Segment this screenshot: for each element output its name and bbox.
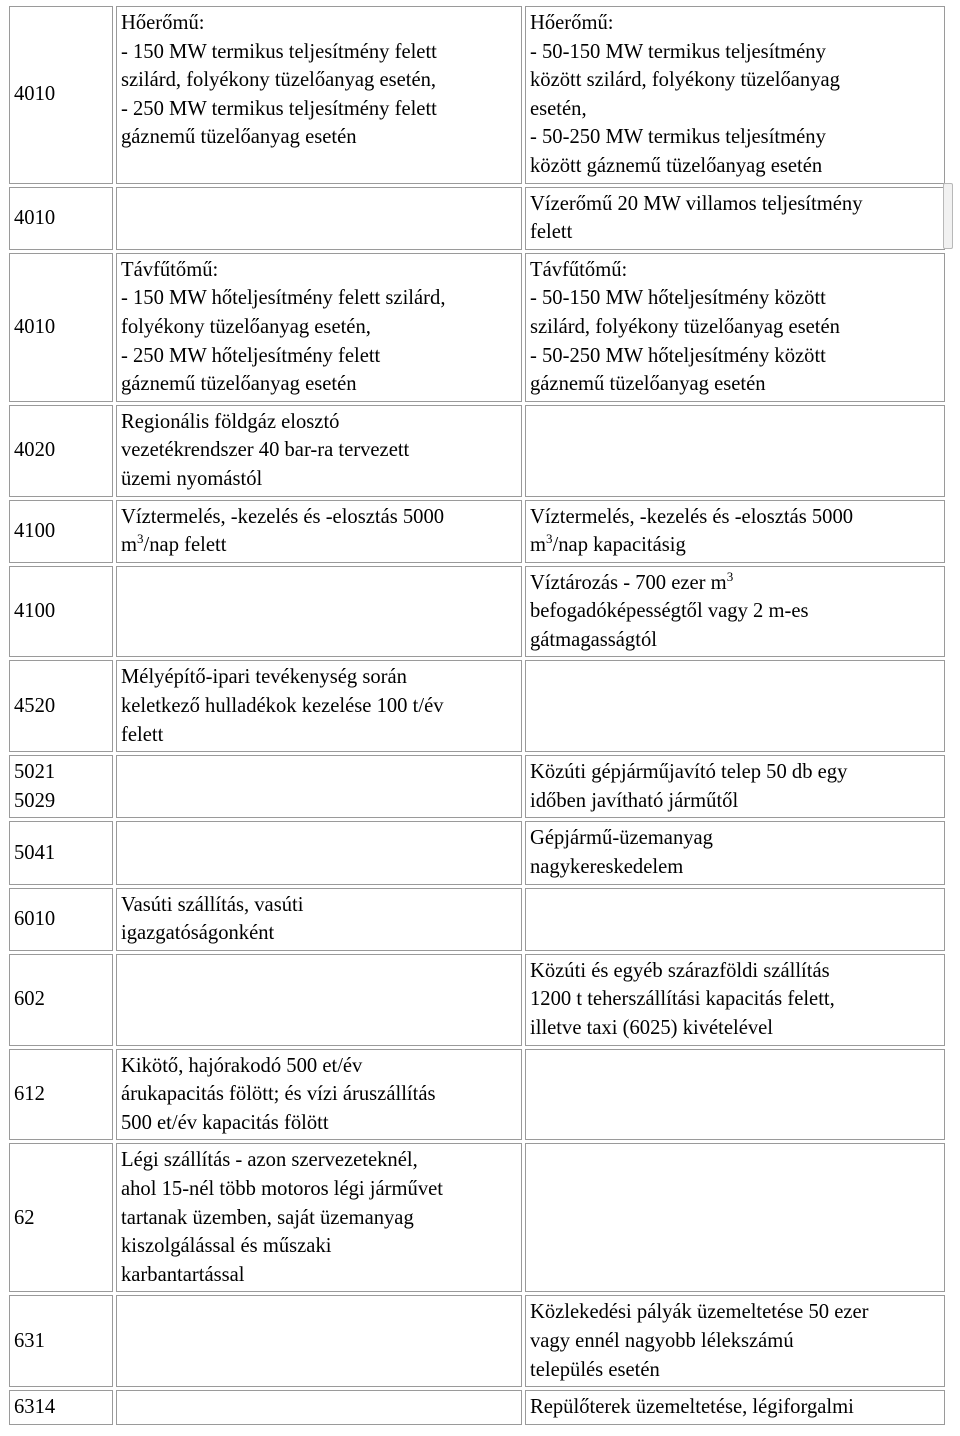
notification-threshold-cell — [525, 1143, 945, 1292]
table-row — [9, 755, 945, 818]
cell-line: gáznemű tüzelőanyag esetén — [121, 126, 357, 149]
superscript: 3 — [546, 531, 553, 547]
notification-threshold-cell — [525, 6, 945, 184]
notification-threshold-cell — [525, 253, 945, 402]
cell-line: Vasúti szállítás, vasúti — [121, 893, 304, 916]
table-row — [9, 888, 945, 951]
activity-code-cell — [9, 888, 113, 951]
permit-threshold-cell — [116, 1390, 522, 1425]
cell-line: - 150 MW hőteljesítmény felett szilárd, — [121, 287, 446, 310]
notification-threshold-cell — [525, 888, 945, 951]
cell-line — [121, 531, 518, 560]
notification-threshold-cell — [525, 1390, 945, 1425]
table-row — [9, 187, 945, 250]
cell-line: Hőerőmű: — [121, 12, 205, 34]
unit-text: m — [530, 534, 547, 557]
cell-line: - 50-250 MW termikus teljesítmény — [530, 126, 826, 149]
cell-line: Közúti és egyéb szárazföldi szállítás — [530, 959, 830, 982]
activity-code: 612 — [14, 1083, 45, 1106]
activity-code: 4010 — [14, 315, 56, 338]
cell-line: - 250 MW termikus teljesítmény felett — [121, 97, 437, 120]
table-row — [9, 566, 945, 658]
table-row — [9, 1143, 945, 1292]
cell-line: szilárd, folyékony tüzelőanyag esetén — [530, 315, 840, 338]
activity-code: 5041 — [14, 841, 56, 864]
activity-code-cell — [9, 566, 113, 658]
unit-suffix: /nap kapacitásig — [552, 534, 686, 557]
cell-line: Távfűtőmű: — [121, 258, 219, 281]
activity-code-cell — [9, 6, 113, 184]
cell-line: kiszolgálással és műszaki — [121, 1235, 332, 1258]
cell-line: gáznemű tüzelőanyag esetén — [121, 373, 357, 396]
superscript: 3 — [137, 531, 144, 547]
activity-code-cell — [9, 1390, 113, 1425]
cell-line: Közúti gépjárműjavító telep 50 db egy — [530, 761, 848, 784]
cell-line: gáznemű tüzelőanyag esetén — [530, 373, 766, 396]
notification-threshold-cell — [525, 1049, 945, 1141]
cell-line: gátmagasságtól — [530, 628, 657, 651]
cell-line: illetve taxi (6025) kivételével — [530, 1017, 774, 1039]
table-row — [9, 405, 945, 497]
permit-threshold-cell — [116, 821, 522, 884]
table-row — [9, 1295, 945, 1387]
activity-code-cell — [9, 187, 113, 250]
cell-line: Légi szállítás - azon szervezeteknél, — [121, 1149, 418, 1172]
cell-line: Mélyépítő-ipari tevékenység során — [121, 666, 407, 689]
table-row — [9, 1049, 945, 1141]
activity-code: 631 — [14, 1329, 45, 1352]
permit-threshold-cell — [116, 755, 522, 818]
permit-threshold-cell — [116, 1295, 522, 1387]
cell-line: - 50-250 MW hőteljesítmény között — [530, 344, 826, 367]
activity-code: 4100 — [14, 519, 56, 542]
cell-line: árukapacitás fölött; és vízi áruszállítás — [121, 1083, 436, 1106]
cell-line: befogadóképességtől vagy 2 m-es — [530, 600, 809, 623]
table-row — [9, 954, 945, 1046]
permit-threshold-cell — [116, 566, 522, 658]
permit-threshold-cell — [116, 1049, 522, 1141]
cell-line: Távfűtőmű: — [530, 258, 628, 281]
cell-line: Víztermelés, -kezelés és -elosztás 5000 — [121, 505, 445, 528]
cell-line: vezetékrendszer 40 bar-ra tervezett — [121, 439, 410, 462]
unit-text: Víztározás - 700 ezer m — [530, 571, 727, 594]
activity-code-cell — [9, 405, 113, 497]
activity-code: 62 — [14, 1206, 35, 1229]
cell-line: - 50-150 MW hőteljesítmény között — [530, 287, 826, 310]
cell-line — [530, 531, 941, 560]
permit-threshold-cell — [116, 888, 522, 951]
cell-line — [530, 569, 941, 598]
permit-threshold-cell — [116, 660, 522, 752]
activity-code-cell — [9, 660, 113, 752]
unit-suffix: /nap felett — [143, 534, 227, 557]
table-row — [9, 6, 945, 184]
scrollbar-thumb[interactable] — [943, 183, 953, 249]
cell-line: ahol 15-nél több motoros légi járművet — [121, 1177, 443, 1200]
activity-code: 5029 — [14, 789, 56, 812]
table-row — [9, 253, 945, 402]
notification-threshold-cell — [525, 1295, 945, 1387]
activity-code-cell — [9, 1049, 113, 1141]
activity-code: 4010 — [14, 83, 56, 106]
cell-line: esetén, — [530, 97, 587, 120]
table-row — [9, 1390, 945, 1425]
cell-line: felett — [121, 723, 164, 746]
table-row — [9, 660, 945, 752]
cell-line: vagy ennél nagyobb lélekszámú — [530, 1329, 794, 1352]
activity-code: 5021 — [14, 761, 56, 784]
activity-code-cell — [9, 755, 113, 818]
cell-line: Kikötő, hajórakodó 500 et/év — [121, 1054, 363, 1077]
cell-line: szilárd, folyékony tüzelőanyag esetén, — [121, 69, 437, 92]
cell-line: felett — [530, 221, 573, 244]
document-page — [6, 3, 942, 1428]
cell-line: folyékony tüzelőanyag esetén, — [121, 315, 371, 338]
activity-code-cell — [9, 954, 113, 1046]
activity-code-cell — [9, 1295, 113, 1387]
activity-code: 4020 — [14, 439, 56, 462]
cell-line: Víztermelés, -kezelés és -elosztás 5000 — [530, 505, 854, 528]
cell-line: időben javítható járműtől — [530, 789, 739, 812]
cell-line: Repülőterek üzemeltetése, légiforgalmi — [530, 1396, 854, 1419]
notification-threshold-cell — [525, 660, 945, 752]
notification-threshold-cell — [525, 405, 945, 497]
cell-line: Regionális földgáz elosztó — [121, 410, 340, 433]
cell-line: nagykereskedelem — [530, 856, 684, 879]
cell-line: üzemi nyomástól — [121, 467, 263, 490]
activity-code: 602 — [14, 988, 45, 1011]
superscript: 3 — [726, 568, 734, 584]
notification-threshold-cell — [525, 755, 945, 818]
activity-threshold-table — [6, 3, 948, 1428]
table-row — [9, 500, 945, 563]
permit-threshold-cell — [116, 500, 522, 563]
cell-line: Vízerőmű 20 MW villamos teljesítmény — [530, 192, 863, 215]
cell-line: igazgatóságonként — [121, 922, 275, 945]
cell-line: - 250 MW hőteljesítmény felett — [121, 344, 381, 367]
cell-line: Hőerőmű: — [530, 12, 614, 34]
notification-threshold-cell — [525, 954, 945, 1046]
permit-threshold-cell — [116, 253, 522, 402]
notification-threshold-cell — [525, 187, 945, 250]
notification-threshold-cell — [525, 821, 945, 884]
cell-line: Közlekedési pályák üzemeltetése 50 ezer — [530, 1301, 869, 1324]
cell-line: keletkező hulladékok kezelése 100 t/év — [121, 695, 444, 718]
cell-line: tartanak üzemben, saját üzemanyag — [121, 1206, 414, 1229]
notification-threshold-cell — [525, 566, 945, 658]
cell-line: 1200 t teherszállítási kapacitás felett, — [530, 988, 835, 1011]
activity-code: 4520 — [14, 695, 56, 718]
activity-code-cell — [9, 821, 113, 884]
permit-threshold-cell — [116, 1143, 522, 1292]
activity-code: 4010 — [14, 206, 56, 229]
activity-code: 6010 — [14, 907, 56, 930]
cell-line: karbantartással — [121, 1263, 245, 1286]
permit-threshold-cell — [116, 187, 522, 250]
cell-line: Gépjármű-üzemanyag — [530, 827, 713, 850]
cell-line: 500 et/év kapacitás fölött — [121, 1111, 329, 1134]
notification-threshold-cell — [525, 500, 945, 563]
permit-threshold-cell — [116, 954, 522, 1046]
activity-code: 6314 — [14, 1396, 56, 1419]
activity-code-cell — [9, 500, 113, 563]
activity-code-cell — [9, 253, 113, 402]
table-row — [9, 821, 945, 884]
cell-line: település esetén — [530, 1358, 660, 1381]
activity-code-cell — [9, 1143, 113, 1292]
cell-line: között szilárd, folyékony tüzelőanyag — [530, 69, 840, 92]
permit-threshold-cell — [116, 6, 522, 184]
unit-text: m — [121, 534, 138, 557]
cell-line: - 50-150 MW termikus teljesítmény — [530, 40, 826, 63]
cell-line: - 150 MW termikus teljesítmény felett — [121, 40, 437, 63]
permit-threshold-cell — [116, 405, 522, 497]
activity-code: 4100 — [14, 600, 56, 623]
cell-line: között gáznemű tüzelőanyag esetén — [530, 154, 823, 177]
